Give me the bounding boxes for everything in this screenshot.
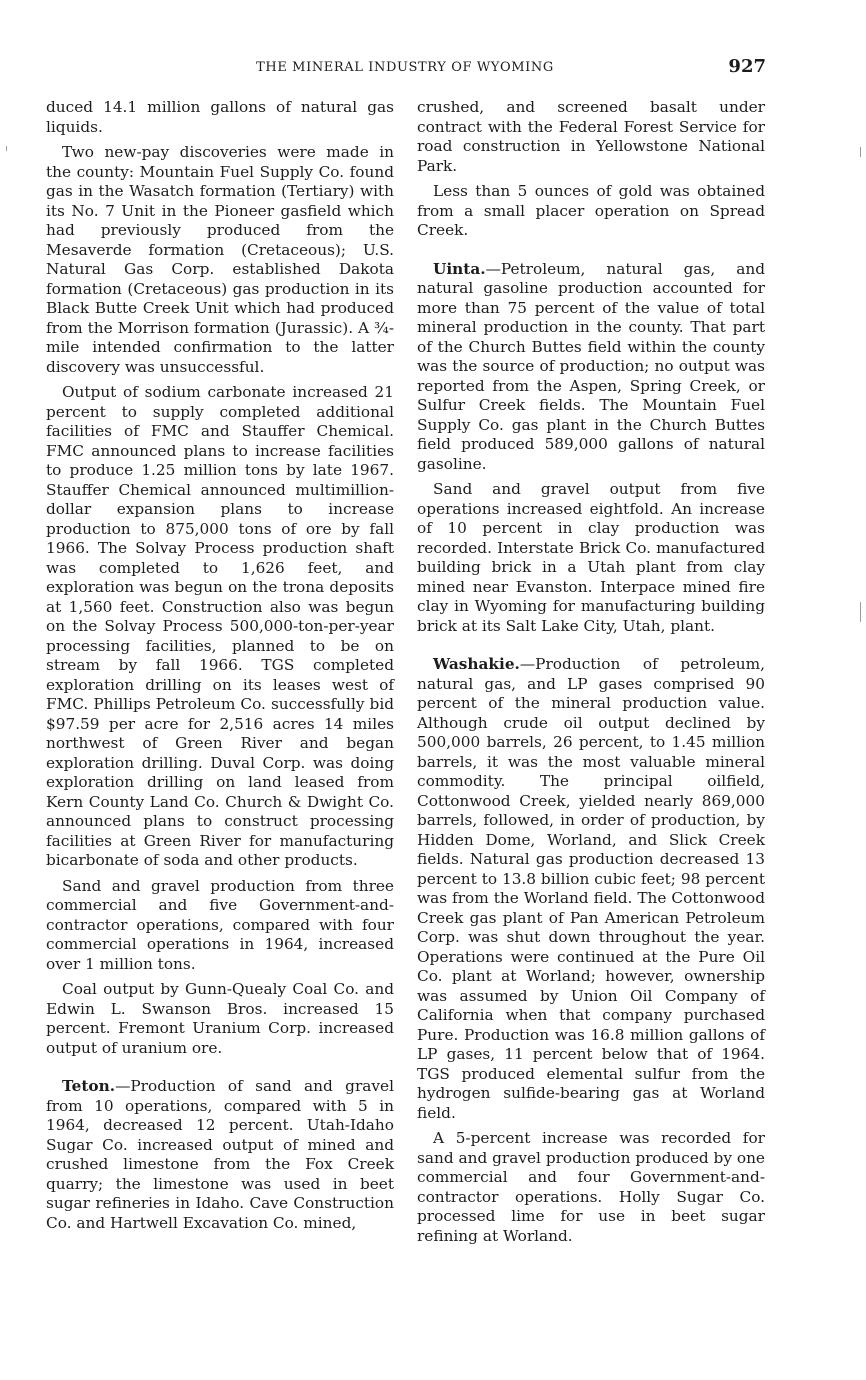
section-heading-teton: Teton. [62,1077,116,1095]
section-heading-washakie: Washakie. [433,655,520,673]
paragraph-sodium-carbonate: Output of sodium carbonate increased 21 percent to supply completed additional facilities of FMC and Stauffer Chemical. FMC announced plans to increase facilities to produce 1.25 million tons by late 1967. Stauffer Chemical announced multimillion-dollar expansion plans to increase production to 875,000 tons of ore by fall 1966. The Solvay Process production shaft was completed to 1,626 feet, and exploration was begun on the trona deposits at 1,560 feet. Construction also was begun on the Solvay Process 500,000-ton-per-year processing facilities, planned to be on stream by fall 1966. TGS completed exploration drilling on its leases west of FMC. Phillips Petroleum Co. successfully bid $97.59 per acre for 2,516 acres 14 miles northwest of Green River and began exploration drilling. Duval Corp. was doing exploration drilling on land leased from Kern County Land Co. Church & Dwight Co. announced plans to construct processing facilities at Green River for manufacturing bicarbonate of soda and other products. [46,383,394,869]
paragraph-sand-gravel: Sand and gravel production from three commercial and five Government-and-contractor operations, compared with four commercial operations in 1964, increased over 1 million tons. [46,876,394,973]
right-column [417,98,765,1246]
running-head: THE MINERAL INDUSTRY OF WYOMING [256,60,554,75]
paragraph-continued: crushed, and screened basalt under contract with the Federal Forest Service for road construction in Yellowstone National Park. [417,98,765,175]
paragraph-washakie-sand-gravel: A 5-percent increase was recorded for sand and gravel production produced by one commercial and four Government-and-contractor operations. Holly Sugar Co. processed lime for use in beet sugar refining at Worland. [417,1129,765,1245]
section-text-teton: —Production of sand and gravel from 10 operations, compared with 5 in 1964, decreased 12 percent. Utah-Idaho Sugar Co. increased output of mined and crushed limestone from the Fox Creek quarry; the limestone was used in beet sugar refineries in Idaho. Cave Construction Co. and Hartwell Excavation Co. mined, [46,1077,394,1232]
paragraph-gold: Less than 5 ounces of gold was obtained from a small placer operation on Spread Creek. [417,182,765,239]
paragraph-coal-uranium: Coal output by Gunn-Quealy Coal Co. and Edwin L. Swanson Bros. increased 15 percent. Fremont Uranium Corp. increased output of uranium ore. [46,980,394,1057]
paragraph-uinta-sand-gravel: Sand and gravel output from five operations increased eightfold. An increase of 10 percent in clay production was recorded. Interstate Brick Co. manufactured building brick in a Utah plant from clay mined near Evanston. Interpace mined fire clay in Wyoming for manufacturing building brick at its Salt Lake City, Utah, plant. [417,480,765,635]
section-text-uinta: —Petroleum, natural gas, and natural gasoline production accounted for more than 75 percent of the value of total mineral production in the county. That part of the Church Buttes field within the county was the source of production; no output was reported from the Aspen, Spring Creek, or Sulfur Creek fields. The Mountain Fuel Supply Co. gas plant in the Church Buttes field produced 589,000 gallons of natural gasoline. [417,259,765,473]
page-header [44,56,766,80]
scan-margin-mark [860,602,861,622]
paragraph-new-pay-discoveries: Two new-pay discoveries were made in the county: Mountain Fuel Supply Co. found gas in the Wasatch formation (Tertiary) with its No. 7 Unit in the Pioneer gasfield which had previously produced from the Mesaverde formation (Cretaceous); U.S. Natural Gas Corp. established Dakota formation (Cretaceous) gas production in its Black Butte Creek Unit which had produced from the Morrison formation (Jurassic). A ¾-mile intended confirmation to the latter discovery was unsuccessful. [46,143,394,376]
scan-margin-mark [6,146,7,151]
paragraph-continued: duced 14.1 million gallons of natural gas liquids. [46,98,394,136]
section-text-washakie: —Production of petroleum, natural gas, and LP gases comprised 90 percent of the mineral production value. Although crude oil output declined by 500,000 barrels, 26 percent, to 1.45 million barrels, it was the most valuable mineral commodity. The principal oilfield, Cottonwood Creek, yielded nearly 869,000 barrels, followed, in order of production, by Hidden Dome, Worland, and Slick Creek fields. Natural gas production decreased 13 percent to 13.8 billion cubic feet; 98 percent was from the Worland field. The Cottonwood Creek gas plant of Pan American Petroleum Corp. was shut down throughout the year. Operations were continued at the Pure Oil Co. plant at Worland; however, ownership was assumed by Union Oil Company of California when that company purchased Pure. Production was 16.8 million gallons of LP gases, 11 percent below that of 1964. TGS produced elemental sulfur from the hydrogen sulfide-bearing gas at Worland field. [417,655,765,1122]
section-heading-uinta: Uinta. [433,259,486,278]
left-column [46,98,394,1233]
page-number: 927 [728,56,766,77]
section-washakie [417,655,765,1123]
section-teton [46,1077,394,1233]
section-uinta [417,260,765,475]
scan-margin-mark [860,147,861,157]
